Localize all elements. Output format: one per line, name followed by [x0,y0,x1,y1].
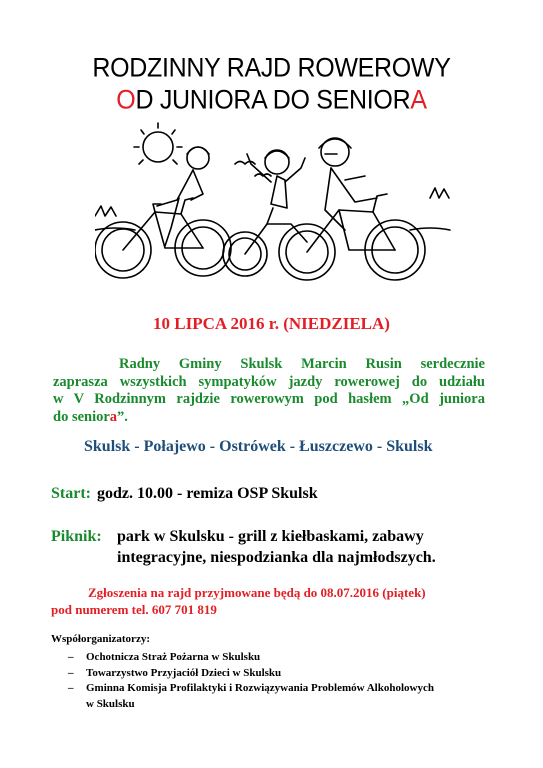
coorganizer-item: – Ochotnicza Straż Pożarna w Skulsku [51,650,434,666]
event-date: 10 LIPCA 2016 r. (NIEDZIELA) [153,314,390,333]
title-line-1: RODZINNY RAJD ROWEROWY [92,52,451,84]
slogan-part-1: Od juniora [409,391,485,407]
picnic-line-1: park w Skulsku - grill z kiełbaskami, zabawy [117,528,424,545]
coorganizers-title: Współorganizatorzy: [51,633,150,645]
invitation-paragraph [53,356,485,426]
title-red-letter-o: O [116,84,136,116]
picnic-info [51,528,424,546]
invitation-line-3: w V Rodzinnym rajdzie rowerowym pod hasłem „Od juniora [53,391,485,407]
start-info [51,485,318,503]
family-bicycle-ride-drawing-icon [95,120,455,295]
list-dash: – [68,682,74,694]
invitation-line-2: zaprasza wszystkich sympatyków jazdy rowerowej do udziału [53,373,485,390]
title-red-letter-a: A [410,84,427,116]
invitation-line-4: do seniora”. [53,408,128,425]
invitation-line-1: Radny Gminy Skulsk Marcin Rusin serdecznie [119,356,485,372]
title-middle: D JUNIORA DO SENIOR [135,84,411,116]
list-dash: – [68,651,74,663]
picnic-label: Piknik: [51,528,102,545]
coorganizers-list [51,650,434,712]
route: Skulsk - Połajewo - Ostrówek - Łuszczewo - Skulsk [84,438,433,455]
slogan-red-letter: a [109,408,118,425]
registration-line-2: pod numerem tel. 607 701 819 [51,602,217,617]
coorganizer-item: – Gminna Komisja Profilaktyki i Rozwiązywania Problemów Alkoholowych w Skulsku [51,681,434,712]
list-dash: – [68,666,74,679]
picnic-line-2: integracyjne, niespodzianka dla najmłodszych. [117,549,436,566]
coorganizer-item-continuation: w Skulsku [86,697,135,710]
title-line-2 [0,85,543,116]
start-value: godz. 10.00 - remiza OSP Skulsk [96,485,318,502]
registration-line-1: Zgłoszenia na rajd przyjmowane będą do 08.07.2016 (piątek) [88,585,426,600]
coorganizer-item: – Towarzystwo Przyjaciół Dzieci w Skulsku [51,666,434,682]
start-label: Start: [51,485,91,502]
